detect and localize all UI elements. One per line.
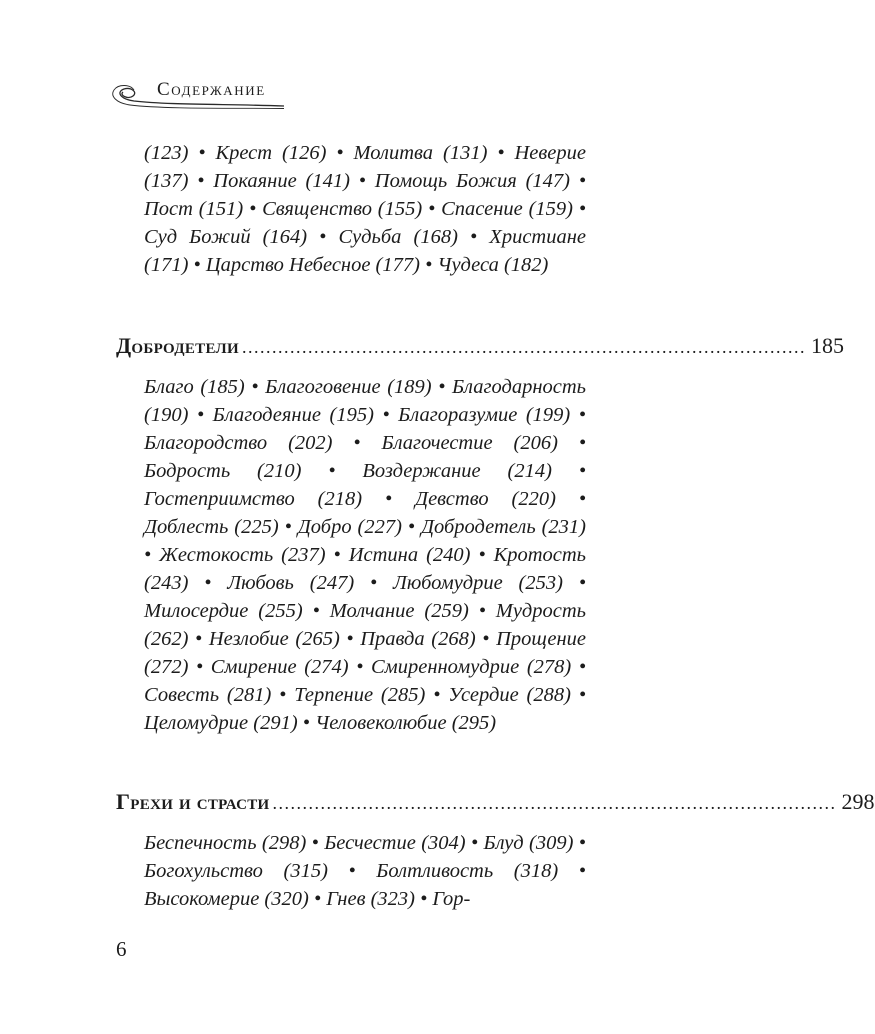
sins-entries: Беспечность (298) • Бесчестие (304) • Блуд (309) • Богохульство (315) • Болтливость (318) • Высокомерие (320) • Гнев (323) • Гор- <box>144 832 586 910</box>
toc-entry-title: Добродетели <box>116 333 239 358</box>
toc-leader-dots: .............................................................................................. <box>272 793 837 813</box>
toc-entry-title: Грехи и страсти <box>116 789 270 814</box>
toc-entry-virtues[interactable] <box>116 333 844 363</box>
toc-page-number: 185 <box>811 333 844 358</box>
toc-entry-sins[interactable] <box>116 789 875 819</box>
page-number: 6 <box>116 937 127 961</box>
intro-entries: (123) • Крест (126) • Молитва (131) • Неверие (137) • Покаяние (141) • Помощь Божия (147) • Пост (151) • Священство (155) • Спасение (159) • Суд Божий (164) • Судьба (168) • Христиане (171) • Царство Небесное (177) • Чудеса (182) <box>144 142 586 276</box>
toc-page-number: 298 <box>841 789 875 814</box>
toc-leader-dots: .............................................................................................. <box>242 337 806 357</box>
running-header <box>108 74 288 122</box>
virtues-entries: Благо (185) • Благоговение (189) • Благодарность (190) • Благодеяние (195) • Благоразумие (199) • Благородство (202) • Благочестие (206) • Бодрость (210) • Воздержание (214) • Гостеприимство (218) • Девство (220) • Доблесть (225) • Добро (227) • Добродетель (231) • Жестокость (237) • Истина (240) • Кротость (243) • Любовь (247) • Любомудрие (253) • Милосердие (255) • Молчание (259) • Мудрость (262) • Незлобие (265) • Правда (268) • Прощение (272) • Смирение (274) • Смиренномудрие (278) • Совесть (281) • Терпение (285) • Усердие (288) • Целомудрие (291) • Человеколюбие (295) <box>144 376 586 734</box>
header-title: Содержание <box>157 79 266 100</box>
